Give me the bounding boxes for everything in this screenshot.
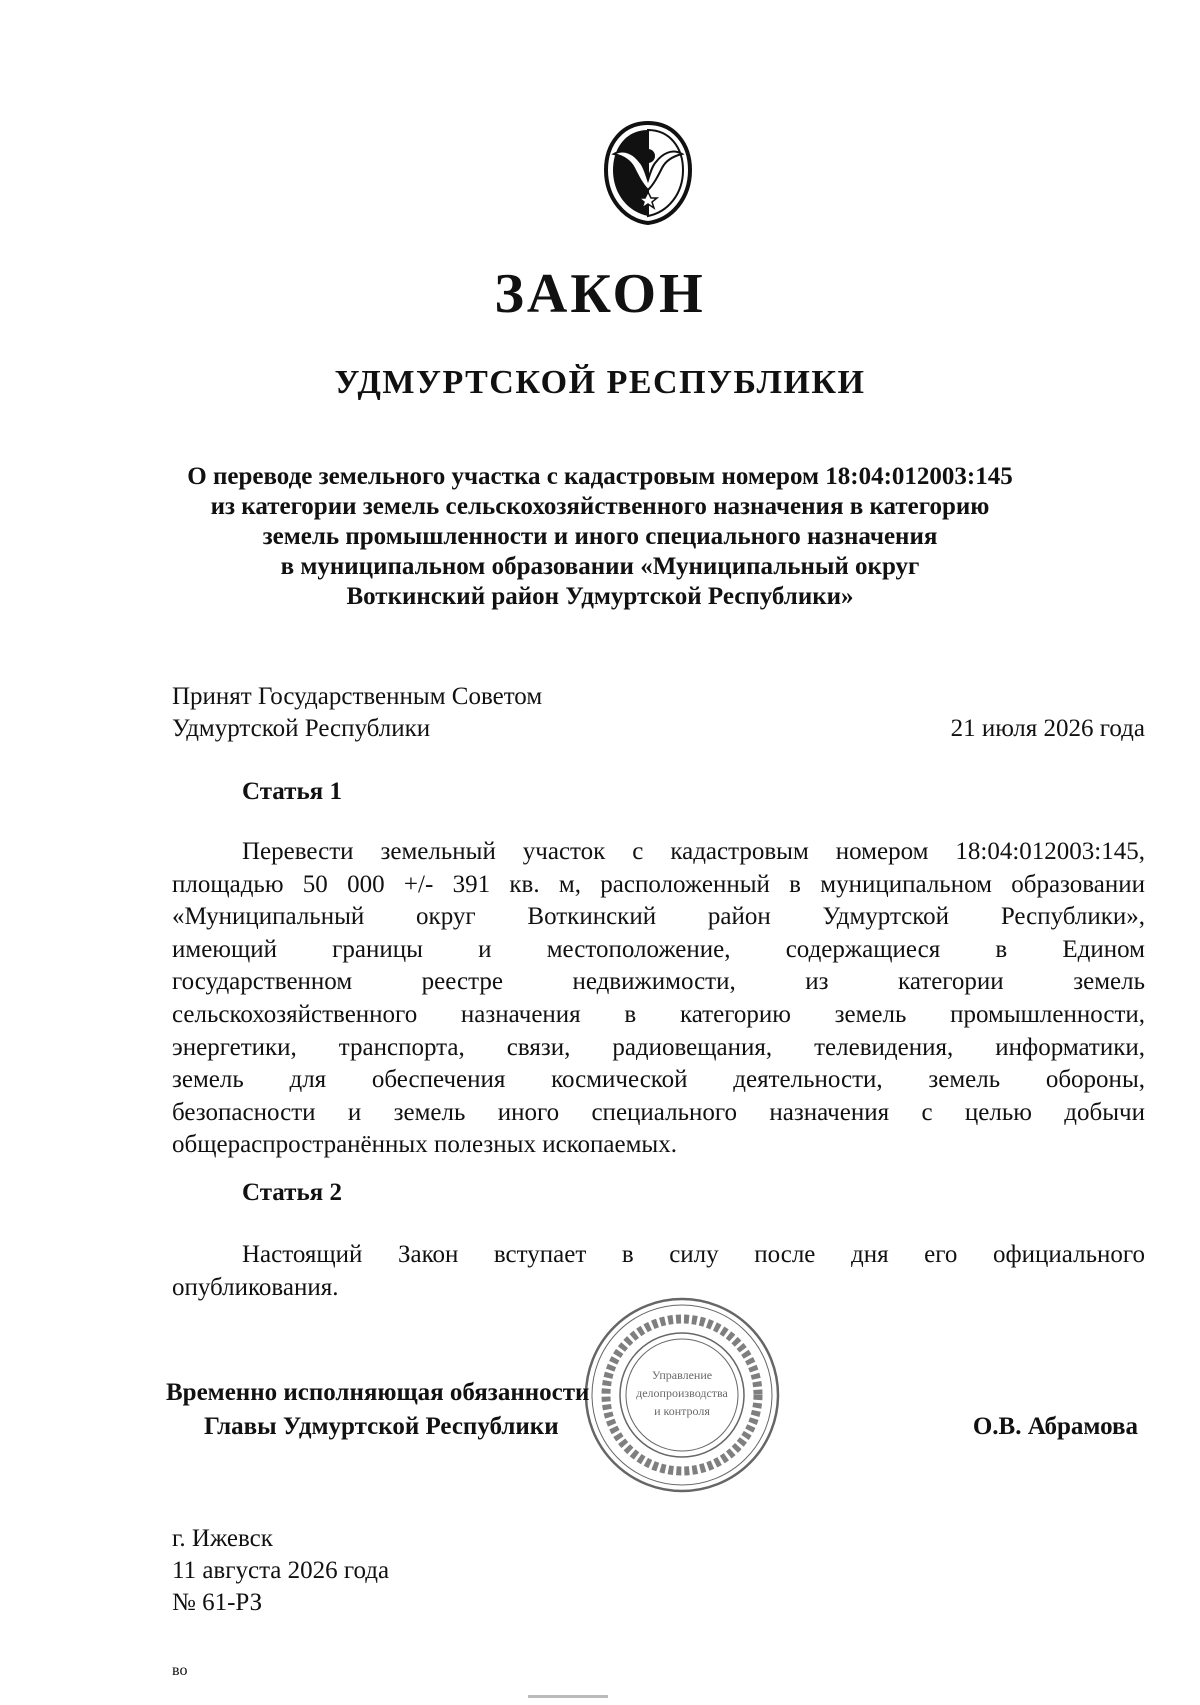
article-1-text	[172, 836, 1145, 1162]
footer-initials: во	[172, 1662, 188, 1679]
article-1-line: площадью 50 000 +/- 391 кв. м, расположенный в муниципальном образовании	[172, 870, 1145, 898]
adopted-by-line: Удмуртской Республики	[172, 715, 431, 742]
official-round-seal-icon	[582, 1295, 782, 1495]
footer-block	[172, 1523, 389, 1619]
adopted-date: 21 июля 2026 года	[950, 715, 1145, 742]
article-1-line: безопасности и земель иного специального назначения с целью добычи	[172, 1098, 1145, 1126]
article-1-line: государственном реестре недвижимости, из категории земель	[172, 968, 1145, 996]
article-1-line: сельскохозяйственного назначения в категорию земель промышленности,	[172, 1000, 1145, 1028]
signer-position	[166, 1376, 589, 1444]
signer-name: О.В. Абрамова	[972, 1413, 1138, 1440]
article-1-line: имеющий границы и местоположение, содержащиеся в Едином	[172, 935, 1145, 963]
document-title: ЗАКОН	[494, 263, 706, 325]
article-2-line: Настоящий Закон вступает в силу после дня его официального	[242, 1241, 1145, 1268]
stamp-text: Управление	[651, 1368, 713, 1382]
signer-position-line: Главы Удмуртской Республики	[204, 1413, 559, 1440]
stamp-text: и контроля	[654, 1404, 710, 1418]
article-1-heading: Статья 1	[242, 778, 342, 805]
document-subtitle: УДМУРТСКОЙ РЕСПУБЛИКИ	[334, 364, 866, 401]
footer-place: г. Ижевск	[172, 1525, 273, 1552]
adopted-by	[172, 681, 542, 745]
law-name-line: из категории земель сельскохозяйственного назначения в категорию	[210, 493, 990, 520]
law-name-line: земель промышленности и иного специального назначения	[262, 523, 938, 550]
stamp-text: делопроизводства	[636, 1386, 728, 1400]
article-1-line: Перевести земельный участок с кадастровым номером 18:04:012003:145,	[242, 838, 1145, 865]
article-1-line: энергетики, транспорта, связи, радиовещания, телевидения, информатики,	[172, 1033, 1145, 1061]
scan-edge-mark	[528, 1695, 608, 1698]
law-name-line: в муниципальном образовании «Муниципальный округ	[280, 553, 920, 580]
law-name	[150, 462, 1050, 612]
signer-position-line: Временно исполняющая обязанности	[166, 1379, 590, 1406]
article-2-line: опубликования.	[172, 1273, 339, 1301]
article-1-line: земель для обеспечения космической деятельности, земель обороны,	[172, 1066, 1145, 1094]
udmurt-coat-of-arms-icon	[600, 120, 696, 226]
law-name-line: О переводе земельного участка с кадастровым номером 18:04:012003:145	[187, 463, 1013, 490]
adopted-by-line: Принят Государственным Советом	[172, 683, 543, 710]
article-2-heading: Статья 2	[242, 1179, 342, 1206]
footer-date: 11 августа 2026 года	[172, 1557, 390, 1584]
footer-number: № 61-РЗ	[172, 1589, 263, 1616]
law-name-line: Воткинский район Удмуртской Республики»	[346, 583, 854, 610]
article-1-line: общераспространённых полезных ископаемых.	[172, 1131, 677, 1159]
article-1-line: «Муниципальный округ Воткинский район Удмуртской Республики»,	[172, 903, 1145, 931]
